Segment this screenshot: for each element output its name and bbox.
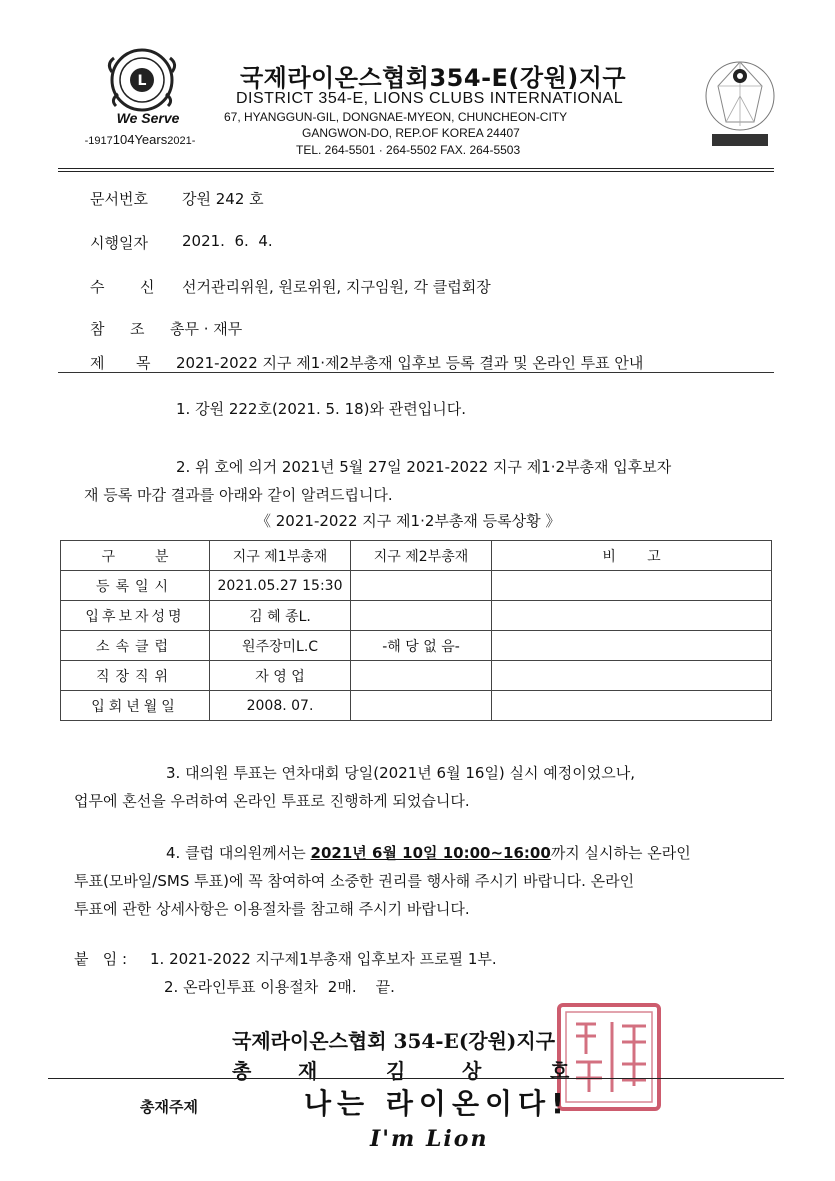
attachment-2: 2. 온라인투표 이용절차 2매. 끝.	[164, 978, 395, 996]
years-badge: -1917104Years2021-	[84, 132, 196, 147]
reference: 총무 · 재무	[170, 320, 243, 338]
issue-date: 2021. 6. 4.	[182, 232, 273, 250]
row-value-vp1: 원주장미L.C	[210, 631, 351, 661]
row-value-vp2	[351, 601, 492, 631]
row-value-vp2	[351, 661, 492, 691]
to-label-1: 수	[90, 278, 105, 296]
attachment-1: 1. 2021-2022 지구제1부총재 입후보자 프로필 1부.	[150, 950, 497, 968]
paragraph-4-line-3: 투표에 관한 상세사항은 이용절차를 참고해 주시기 바랍니다.	[74, 900, 470, 918]
registration-table	[60, 540, 772, 721]
ref-label-2: 조	[130, 320, 145, 338]
row-label: 입회년월일	[61, 691, 210, 721]
table-row	[61, 601, 772, 631]
row-note	[492, 691, 772, 721]
subject-divider	[58, 372, 774, 373]
table-row	[61, 571, 772, 601]
doc-no-label: 문서번호	[90, 190, 148, 208]
row-label: 입후보자성명	[61, 601, 210, 631]
row-value-vp2	[351, 691, 492, 721]
to-label-2: 신	[140, 278, 155, 296]
address-line-1: 67, HYANGGUN-GIL, DONGNAE-MYEON, CHUNCHEON-CITY	[224, 110, 568, 124]
row-note	[492, 661, 772, 691]
row-note	[492, 601, 772, 631]
doc-no: 강원 242 호	[182, 190, 264, 208]
signature-name: 총 재 김 상 호	[232, 1059, 570, 1083]
row-note	[492, 631, 772, 661]
subject-label-1: 제	[90, 354, 105, 372]
row-value-vp1: 2008. 07.	[210, 691, 351, 721]
attachment-label: 붙 임 :	[74, 950, 128, 968]
paragraph-2-line-2: 재 등록 마감 결과를 아래와 같이 알려드립니다.	[84, 486, 393, 504]
table-header-cell: 비 고	[492, 541, 772, 571]
header-divider	[58, 168, 774, 169]
paragraph-2-line-1: 2. 위 호에 의거 2021년 5월 27일 2021-2022 지구 제1·2부총재 입후보자	[176, 458, 672, 476]
row-label: 소속클럽	[61, 631, 210, 661]
table-title: 《 2021-2022 지구 제1·2부총재 등록상황 》	[256, 512, 561, 530]
paragraph-3-line-2: 업무에 혼선을 우려하여 온라인 투표로 진행하게 되었습니다.	[74, 792, 470, 810]
row-value-vp2: -해 당 없 음-	[351, 631, 492, 661]
motto-label: 총재주제	[140, 1098, 198, 1116]
org-name-korean: 국제라이온스협회354-E(강원)지구	[240, 64, 627, 92]
subject-label-2: 목	[136, 354, 151, 372]
ref-label-1: 참	[90, 320, 105, 338]
table-row	[61, 691, 772, 721]
signature-organization: 국제라이온스협회 354-E(강원)지구	[232, 1029, 556, 1053]
we-serve-slogan: We Serve	[116, 110, 180, 126]
header-divider-thin	[58, 171, 774, 172]
row-note	[492, 571, 772, 601]
org-name-english: DISTRICT 354-E, LIONS CLUBS INTERNATIONAL	[236, 90, 624, 107]
svg-text:L: L	[137, 73, 147, 89]
row-label: 등록일시	[61, 571, 210, 601]
table-header-cell: 지구 제2부총재	[351, 541, 492, 571]
row-value-vp1: 2021.05.27 15:30	[210, 571, 351, 601]
date-label: 시행일자	[90, 234, 148, 252]
telephone-fax: TEL. 264-5501 · 264-5502 FAX. 264-5503	[296, 143, 521, 157]
footer-divider	[48, 1078, 784, 1079]
address-line-2: GANGWON-DO, REP.OF KOREA 24407	[302, 126, 520, 140]
table-row	[61, 631, 772, 661]
paragraph-1: 1. 강원 222호(2021. 5. 18)와 관련입니다.	[176, 400, 467, 418]
voting-period: 2021년 6월 10일 10:00~16:00	[310, 844, 551, 862]
row-value-vp2	[351, 571, 492, 601]
subject: 2021-2022 지구 제1·제2부총재 입후보 등록 결과 및 온라인 투표 안내	[176, 354, 644, 372]
im-lion-emblem-icon	[700, 56, 780, 152]
table-header-row	[61, 541, 772, 571]
im-lion-text: I'm Lion	[370, 1126, 489, 1152]
table-header-cell: 구 분	[61, 541, 210, 571]
recipients: 선거관리위원, 원로위원, 지구임원, 각 클럽회장	[182, 278, 491, 296]
paragraph-3-line-1: 3. 대의원 투표는 연차대회 당일(2021년 6월 16일) 실시 예정이었으나,	[166, 764, 636, 782]
paragraph-4-line-1: 4. 클럽 대의원께서는 2021년 6월 10일 10:00~16:00까지 실시하는 온라인	[166, 844, 691, 862]
paragraph-4-line-2: 투표(모바일/SMS 투표)에 꼭 참여하여 소중한 권리를 행사해 주시기 바랍니다. 온라인	[74, 872, 635, 890]
table-row	[61, 661, 772, 691]
row-value-vp1: 자 영 업	[210, 661, 351, 691]
motto: 나는 라이온이다!	[304, 1087, 570, 1120]
row-value-vp1: 김 혜 종L.	[210, 601, 351, 631]
table-header-cell: 지구 제1부총재	[210, 541, 351, 571]
row-label: 직장직위	[61, 661, 210, 691]
